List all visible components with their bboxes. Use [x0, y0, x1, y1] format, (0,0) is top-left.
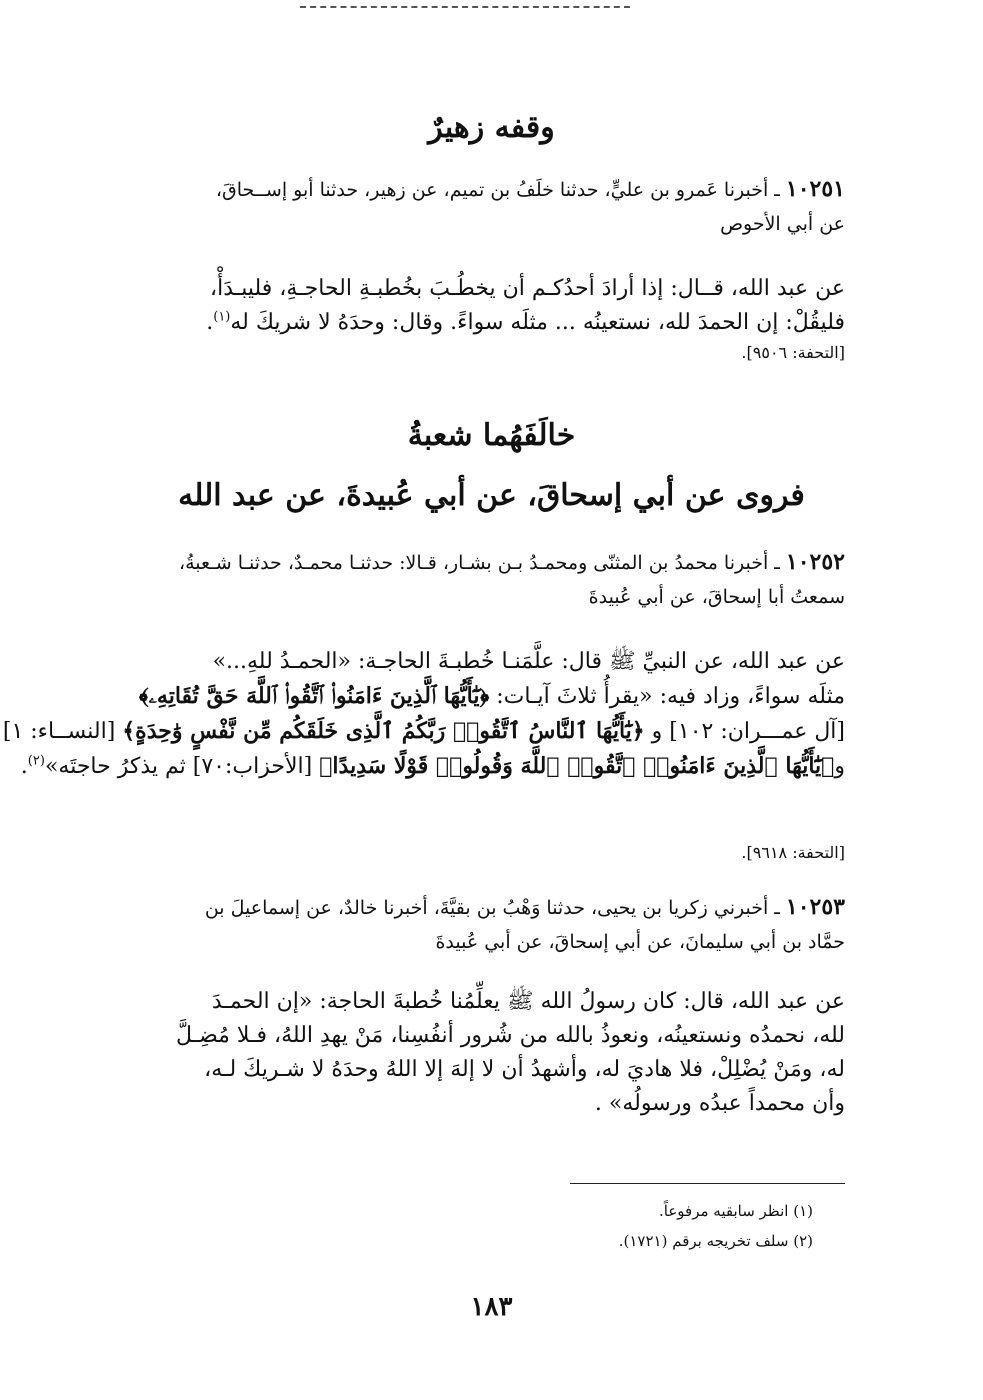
isnad-text: ـ أخبرني زكريا بن يحيى، حدثنا وَهْبُ بن بقيَّةَ، أخبرنا خالدٌ، عن إسماعيلَ بن: [204, 897, 780, 919]
matn-line: [140, 306, 845, 340]
hadith-10252-matn: [2, 645, 845, 784]
quran-verse: ﴿يَٰٓأَيُّهَا ٱلَّذِينَ ءَامَنُوا۟ ٱتَّقُوا۟ ٱللَّهَ وَقُولُوا۟ قَوْلًا سَدِيدًا﴾: [319, 753, 835, 779]
matn-end: .: [20, 754, 28, 779]
isnad-line: حمَّاد بن أبي سليمانَ، عن أبي إسحاقَ، عن أبي عُبيدةَ: [435, 931, 845, 953]
footnotes: [313, 1196, 813, 1256]
hadith-number: ١٠٢٥١: [785, 176, 845, 202]
matn-line: له، ومَنْ يُضْلِلْ، فلا هاديَ له، وأشهدُ أن لا إلهَ إلا اللهُ وحدَهُ لا شـريكَ لـه،: [204, 1057, 845, 1082]
matn-line: عن عبد الله، قــال: إذا أرادَ أحدُكـم أن يخطُـبَ بخُطبـةِ الحاجـةِ، فليبـدَأْ،: [210, 276, 845, 301]
quran-verse: ﴿يَٰٓأَيُّهَا ٱلَّذِينَ ءَامَنُوا۟ ٱتَّقُوا۟ ٱللَّهَ حَقَّ تُقَاتِهِۦ﴾: [138, 683, 490, 709]
footnote-2: (٢) سلف تخريجه برقم (١٧٢١).: [618, 1232, 813, 1250]
matn-line: عن عبد الله، عن النبيِّ ﷺ قال: علَّمَنـا خُطبـةَ الحاجـة: «الحمـدُ للهِ...»: [212, 649, 845, 674]
heading-fa-rawa: فروى عن أبي إسحاقَ، عن أبي عُبيدةَ، عن عبد الله: [178, 478, 805, 513]
isnad-line: [140, 545, 845, 580]
quran-verse: ﴿يَٰٓأَيُّهَا ٱلنَّاسُ ٱتَّقُوا۟ رَبَّكُمُ ٱلَّذِى خَلَقَكُم مِّن نَّفْسٍ وَٰحِدَةٍ﴾: [122, 718, 645, 744]
isnad-text: ـ أخبرنا عَمرو بن عليٍّ، حدثنا خلَفُ بن تميم، عن زهير، حدثنا أبو إســحاقَ،: [215, 179, 780, 201]
hadith-number: ١٠٢٥٢: [785, 549, 845, 575]
heading-waqafahu-zuhair: وقفه زهيرٌ: [428, 110, 555, 145]
matn-text: مثلَه سواءً، وزاد فيه: «يقرأُ ثلاثَ آيـات:: [496, 684, 845, 709]
top-dashed-rule: [300, 6, 630, 8]
hadith-10253-matn: [140, 985, 845, 1121]
footnote-1: (١) انظر سابقيه مرفوعاً.: [659, 1202, 813, 1220]
matn-text: فليقُلْ: إن الحمدَ لله، نستعينُه ... مثلَه سواءً. وقال: وحدَهُ لا شريكَ له: [230, 310, 845, 335]
heading-khalafahuma-shuba: خالَفَهُما شعبةُ: [407, 418, 576, 453]
footnote-marker: (٢): [27, 753, 45, 769]
hadith-10251-isnad: [140, 172, 845, 241]
isnad-line: [140, 890, 845, 925]
hadith-number: ١٠٢٥٣: [785, 894, 845, 920]
matn-line: [140, 679, 845, 714]
isnad-text: ـ أخبرنا محمدُ بن المثنّى ومحمـدُ بـن بشـار، قـالا: حدثنـا محمـدٌ، حدثنـا شـعبةُ،: [178, 552, 780, 574]
surah-reference: [النســاء: ١]: [2, 719, 116, 744]
isnad-line: [140, 172, 845, 207]
footnote-separator: [570, 1183, 845, 1184]
hadith-10252-isnad: [140, 545, 845, 614]
page-number: ١٨٣: [470, 1292, 513, 1322]
isnad-line: عن أبي الأحوص: [720, 213, 845, 235]
matn-end: .: [206, 310, 214, 335]
hadith-10253-isnad: [140, 890, 845, 959]
matn-prefix: و: [834, 754, 845, 779]
matn-line: [2, 714, 845, 749]
matn-line: عن عبد الله، قال: كان رسولُ الله ﷺ يعلِّمُنا خُطبةَ الحاجة: «إن الحمـدَ: [211, 989, 845, 1014]
surah-reference: [آل عمـــران: ١٠٢] و: [651, 719, 845, 744]
matn-line: [20, 749, 845, 784]
matn-line: لله، نحمدُه ونستعينُه، ونعوذُ بالله من شُرور أنفُسِنا، مَنْ يهدِ اللهُ، فـلا مُضِـلَّ: [175, 1023, 845, 1048]
hadith-10252-ref-block: [140, 840, 845, 866]
matn-text: [الأحزاب:٧٠] ثم يذكرُ حاجتَه»: [44, 754, 313, 779]
matn-line: وأن محمداً عبدُه ورسولُه» .: [594, 1091, 845, 1116]
isnad-line: سمعتُ أبا إسحاقَ، عن أبي عُبيدةَ: [588, 586, 845, 608]
tuhfa-reference: [التحفة: ٩٦١٨].: [741, 843, 845, 862]
tuhfa-reference: [التحفة: ٩٥٠٦].: [741, 343, 845, 362]
footnote-marker: (١): [213, 309, 231, 325]
hadith-10251-matn: [140, 272, 845, 366]
